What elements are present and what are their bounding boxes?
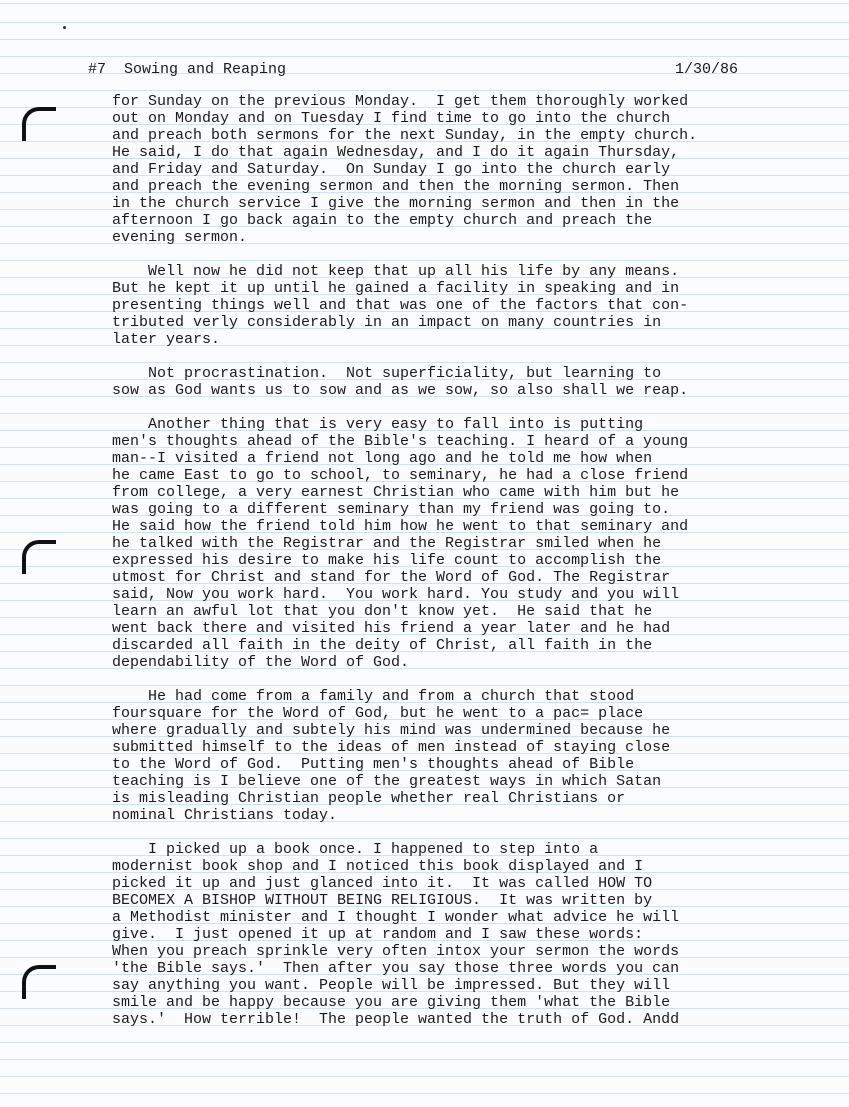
ink-speck [63,26,66,29]
paragraph-2: Well now he did not keep that up all his life by any means. But he kept it up until he gained a facility in speaking and in presenting things well and that was one of the factors that con- tributed verly considerably in an impact on many countries in later years. [112,263,689,348]
paragraph-4: Another thing that is very easy to fall into is putting men's thoughts ahead of the Bible's teaching. I heard of a young man--I visited a friend not long ago and he told me how when he came East to go to school, to seminary, he had a close friend from college, a very earnest Christian who came with him but he was going to a different seminary than my friend was going to. He said how the friend told him how he went to that seminary and he talked with the Registrar and the Registrar smiled when he expressed his desire to make his life count to accomplish the utmost for Christ and stand for the Word of God. The Registrar said, Now you work hard. You work hard. You study and you will learn an awful lot that you don't know yet. He said that he went back there and visited his friend a year later and he had discarded all faith in the deity of Christ, all faith in the dependability of the Word of God. [112,416,689,671]
punch-hole-bottom [22,965,56,999]
paragraph-3: Not procrastination. Not superficiality, but learning to sow as God wants us to sow and as we sow, so also shall we reap. [112,365,689,399]
page-date: 1/30/86 [674,61,738,78]
paragraph-6: I picked up a book once. I happened to step into a modernist book shop and I noticed this book displayed and I picked it up and just glanced into it. It was called HOW TO BECOMEX A BISHOP WITHOUT BEING RELIGIOUS. It was written by a Methodist minister and I thought I wonder what advice he will give. I just opened it up at random and I saw these words: When you preach sprinkle very often intox your sermon the words 'the Bible says.' Then after you say those three words you can say anything you want. People will be impressed. But they will smile and be happy because you are giving them 'what the Bible says.' How terrible! The people wanted the truth of God. Andd [112,841,680,1028]
punch-hole-middle [22,540,56,574]
paragraph-1: for Sunday on the previous Monday. I get them thoroughly worked out on Monday and on Tuesday I find time to go into the church and preach both sermons for the next Sunday, in the empty church. He said, I do that again Wednesday, and I do it again Thursday, and Friday and Saturday. On Sunday I go into the church early and preach the evening sermon and then the morning sermon. Then in the church service I give the morning sermon and then in the afternoon I go back again to the empty church and preach the evening sermon. [112,93,698,246]
paragraph-5: He had come from a family and from a church that stood foursquare for the Word of God, but he went to a pac= place where gradually and subtely his mind was undermined because he submitted himself to the ideas of men instead of staying close to the Word of God. Putting men's thoughts ahead of Bible teaching is I believe one of the greatest ways in which Satan is misleading Christian people whether real Christians or nominal Christians today. [112,688,671,824]
typed-body [112,93,792,1045]
punch-hole-top [22,107,56,141]
page-header [88,61,738,79]
page-title: #7 Sowing and Reaping [88,61,287,78]
